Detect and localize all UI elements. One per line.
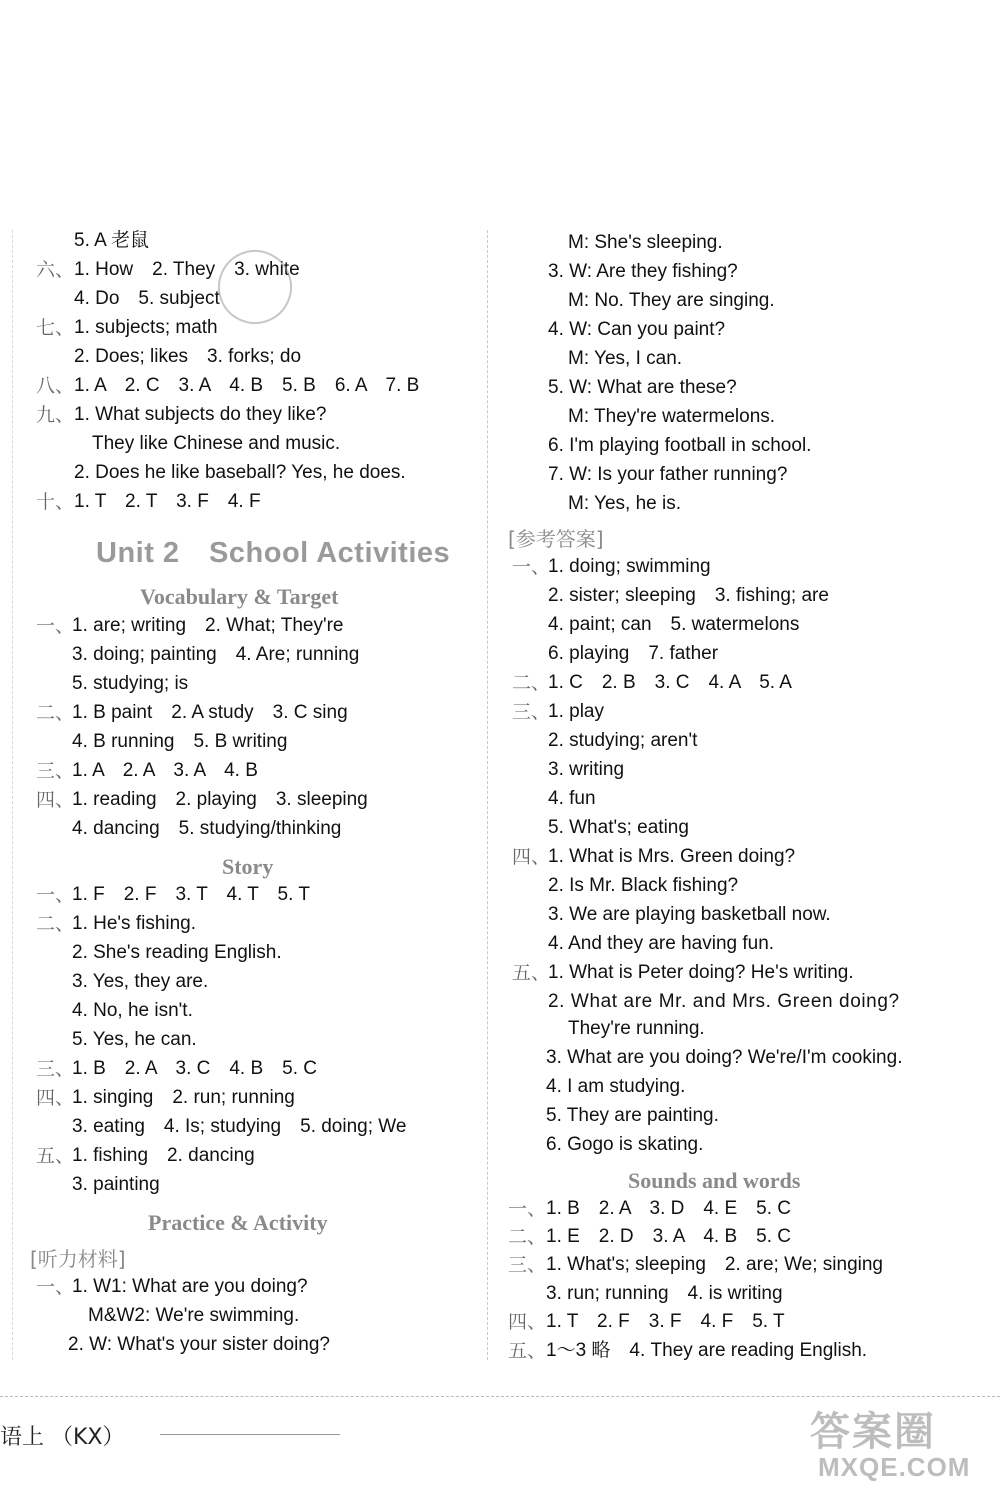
answer-line: 1. What subjects do they like? bbox=[74, 404, 327, 425]
item-number: 六、 bbox=[36, 260, 75, 281]
answer-line: 1. A 2. A 3. A 4. B bbox=[72, 760, 258, 781]
answer-line: 3. doing; painting 4. Are; running bbox=[72, 644, 360, 665]
answer-line: 1. doing; swimming bbox=[548, 556, 711, 577]
answer-line: M: They're watermelons. bbox=[568, 406, 776, 427]
footer-divider bbox=[0, 1396, 1000, 1397]
item-number: 十、 bbox=[36, 492, 75, 513]
answer-line: 1. B 2. A 3. C 4. B 5. C bbox=[72, 1058, 317, 1079]
answer-line: 5. They are painting. bbox=[546, 1105, 719, 1126]
item-number: 一、 bbox=[36, 616, 75, 637]
answer-line: 5. W: What are these? bbox=[548, 377, 737, 398]
watermark-url: MXQE.COM bbox=[818, 1452, 971, 1482]
answer-line: 1. What's; sleeping 2. are; We; singing bbox=[546, 1254, 883, 1275]
answer-line: 4. dancing 5. studying/thinking bbox=[72, 818, 342, 839]
answer-line: 1. fishing 2. dancing bbox=[72, 1145, 255, 1166]
item-number: 三、 bbox=[512, 702, 551, 723]
item-number: 二、 bbox=[512, 673, 551, 694]
item-number: 一、 bbox=[508, 1199, 547, 1220]
answer-line: 1～3 略 4. They are reading English. bbox=[546, 1340, 868, 1361]
item-number: 五、 bbox=[512, 963, 551, 984]
item-number: 一、 bbox=[36, 1277, 75, 1298]
answer-line: 5. studying; is bbox=[72, 673, 189, 694]
answer-line: 2. What are Mr. and Mrs. Green doing? bbox=[548, 991, 900, 1012]
left-margin-line bbox=[12, 230, 13, 1360]
answer-line: 1. How 2. They 3. white bbox=[74, 259, 300, 280]
answer-line: They're running. bbox=[568, 1018, 705, 1039]
answer-line: 1. T 2. T 3. F 4. F bbox=[74, 491, 261, 512]
item-number: 二、 bbox=[36, 703, 75, 724]
answer-line: 2. studying; aren't bbox=[548, 730, 698, 751]
answers-label: [参考答案] bbox=[508, 527, 604, 551]
answer-line: 2. Does; likes 3. forks; do bbox=[74, 346, 302, 367]
item-number: 四、 bbox=[512, 847, 551, 868]
answer-line: 5. What's; eating bbox=[548, 817, 689, 838]
answer-line: 1. W1: What are you doing? bbox=[72, 1276, 308, 1297]
item-number: 二、 bbox=[36, 914, 75, 935]
answer-line: 3. Yes, they are. bbox=[72, 971, 209, 992]
answer-line: 4. No, he isn't. bbox=[72, 1000, 193, 1021]
item-number: 五、 bbox=[508, 1341, 547, 1362]
item-number: 九、 bbox=[36, 405, 75, 426]
item-number: 二、 bbox=[508, 1227, 547, 1248]
section-heading-practice: Practice & Activity bbox=[148, 1210, 328, 1235]
answer-line: 7. W: Is your father running? bbox=[548, 464, 788, 485]
answer-line: 1. F 2. F 3. T 4. T 5. T bbox=[72, 884, 310, 905]
answer-line: 3. What are you doing? We're/I'm cooking. bbox=[546, 1047, 903, 1068]
section-heading-story: Story bbox=[222, 854, 274, 879]
item-number: 八、 bbox=[36, 376, 75, 397]
answer-line: 3. W: Are they fishing? bbox=[548, 261, 738, 282]
item-number: 四、 bbox=[508, 1312, 547, 1333]
answer-line: M: She's sleeping. bbox=[568, 232, 723, 253]
answer-line: 1. T 2. F 3. F 4. F 5. T bbox=[546, 1311, 785, 1332]
answer-line: 3. run; running 4. is writing bbox=[546, 1283, 783, 1304]
footer-label: 语上 （KX） bbox=[0, 1425, 125, 1450]
answer-line: They like Chinese and music. bbox=[92, 433, 341, 454]
item-number: 三、 bbox=[36, 761, 75, 782]
answer-line: 4. paint; can 5. watermelons bbox=[548, 614, 800, 635]
column-divider bbox=[487, 230, 488, 1360]
answer-line: 3. painting bbox=[72, 1174, 160, 1195]
answer-line: M: Yes, he is. bbox=[568, 493, 682, 514]
answer-line: 6. playing 7. father bbox=[548, 643, 719, 664]
answer-line: 4. And they are having fun. bbox=[548, 933, 775, 954]
section-heading-vocab: Vocabulary & Target bbox=[140, 584, 339, 609]
answer-line: 2. Does he like baseball? Yes, he does. bbox=[74, 462, 406, 483]
answer-line: 1. reading 2. playing 3. sleeping bbox=[72, 789, 368, 810]
item-number: 一、 bbox=[512, 557, 551, 578]
watermark-text: 答案圈 bbox=[810, 1409, 936, 1455]
answer-line: 1. C 2. B 3. C 4. A 5. A bbox=[548, 672, 792, 693]
seal-stamp bbox=[208, 240, 303, 335]
answer-line: 4. I am studying. bbox=[546, 1076, 686, 1097]
item-number: 三、 bbox=[508, 1255, 547, 1276]
answer-line: M: Yes, I can. bbox=[568, 348, 683, 369]
answer-line: 5. A 老鼠 bbox=[74, 230, 149, 251]
item-number: 四、 bbox=[36, 1088, 75, 1109]
answer-line: 3. writing bbox=[548, 759, 625, 780]
section-heading-sounds: Sounds and words bbox=[628, 1168, 801, 1193]
answer-line: M: No. They are singing. bbox=[568, 290, 775, 311]
answer-line: 6. Gogo is skating. bbox=[546, 1134, 704, 1155]
item-number: 四、 bbox=[36, 790, 75, 811]
answer-line: 1. What is Mrs. Green doing? bbox=[548, 846, 796, 867]
answer-line: 5. Yes, he can. bbox=[72, 1029, 197, 1050]
watermark-logo bbox=[810, 1400, 980, 1490]
answer-line: 1. subjects; math bbox=[74, 317, 218, 338]
answer-line: 1. play bbox=[548, 701, 604, 722]
answer-line: 2. sister; sleeping 3. fishing; are bbox=[548, 585, 829, 606]
answer-line: 4. B running 5. B writing bbox=[72, 731, 288, 752]
answer-line: 2. She's reading English. bbox=[72, 942, 282, 963]
answer-line: 1. singing 2. run; running bbox=[72, 1087, 295, 1108]
answer-line: 3. We are playing basketball now. bbox=[548, 904, 831, 925]
footer-rule bbox=[160, 1434, 340, 1435]
answer-line: 2. W: What's your sister doing? bbox=[68, 1334, 330, 1355]
item-number: 五、 bbox=[36, 1146, 75, 1167]
answer-line: 2. Is Mr. Black fishing? bbox=[548, 875, 739, 896]
answer-line: 3. eating 4. Is; studying 5. doing; We bbox=[72, 1116, 407, 1137]
item-number: 一、 bbox=[36, 885, 75, 906]
answer-line: 1. are; writing 2. What; They're bbox=[72, 615, 344, 636]
unit-title: Unit 2 School Activities bbox=[96, 537, 451, 569]
answer-line: 1. He's fishing. bbox=[72, 913, 197, 934]
answer-line: 1. What is Peter doing? He's writing. bbox=[548, 962, 854, 983]
answer-line: M&W2: We're swimming. bbox=[88, 1305, 300, 1326]
answer-line: 4. W: Can you paint? bbox=[548, 319, 726, 340]
listening-label: [听力材料] bbox=[30, 1247, 126, 1271]
answer-line: 4. Do 5. subject bbox=[74, 288, 220, 309]
answer-line: 4. fun bbox=[548, 788, 596, 809]
answer-line: 1. B paint 2. A study 3. C sing bbox=[72, 702, 348, 723]
answer-line: 6. I'm playing football in school. bbox=[548, 435, 812, 456]
item-number: 三、 bbox=[36, 1059, 75, 1080]
answer-line: 1. E 2. D 3. A 4. B 5. C bbox=[546, 1226, 791, 1247]
answer-line: 1. B 2. A 3. D 4. E 5. C bbox=[546, 1198, 791, 1219]
item-number: 七、 bbox=[36, 318, 75, 339]
answer-line: 1. A 2. C 3. A 4. B 5. B 6. A 7. B bbox=[74, 375, 420, 396]
